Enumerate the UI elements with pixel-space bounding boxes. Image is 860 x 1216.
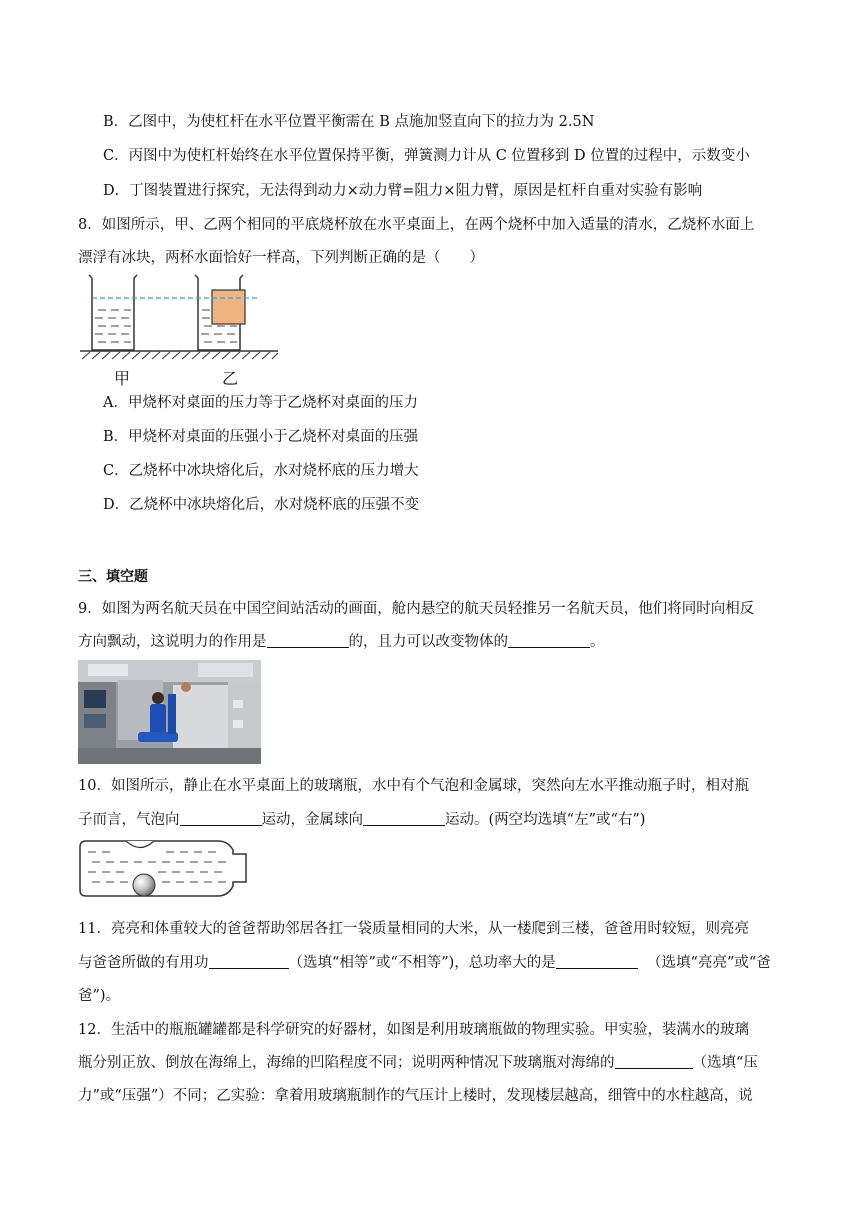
- q8-option-b: B．甲烧杯对桌面的压强小于乙烧杯对桌面的压强: [103, 429, 419, 445]
- q9-blank-2[interactable]: [508, 632, 590, 648]
- q7-option-d: D．丁图装置进行探究，无法得到动力×动力臂=阻力×阻力臂，原因是杠杆自重对实验有影响: [103, 183, 703, 199]
- q10-stem-line2: [78, 810, 645, 830]
- q9-text-a: 方向飘动，这说明力的作用是: [78, 634, 267, 650]
- q12-text-b: （选填“压: [692, 1055, 758, 1071]
- q10-blank-2[interactable]: [363, 810, 445, 826]
- q10-stem-line1: 10．如图所示，静止在水平桌面上的玻璃瓶，水中有个气泡和金属球，突然向左水平推动瓶子时，相对瓶: [78, 778, 749, 794]
- q10-text-c: 运动。(两空均选填“左”或“右”): [445, 812, 646, 828]
- q10-blank-1[interactable]: [180, 810, 262, 826]
- q11-text-b: （选填“相等”或“不相等”)，总功率大的是: [288, 955, 556, 971]
- q8-option-a: A．甲烧杯对桌面的压力等于乙烧杯对桌面的压力: [103, 395, 418, 411]
- q11-stem-line2: [78, 953, 771, 973]
- q9-text-b: 的，且力可以改变物体的: [348, 634, 508, 650]
- section-title: 三、填空题: [78, 569, 148, 585]
- q11-text-a: 与爸爸所做的有用功: [78, 955, 209, 971]
- beaker-label-jia: 甲: [114, 369, 131, 388]
- q12-stem-line1: 12．生活中的瓶瓶罐罐都是科学研究的好器材，如图是利用玻璃瓶做的物理实验。甲实验，装满水的玻璃: [78, 1022, 749, 1038]
- q11-stem-line1: 11．亮亮和体重较大的爸爸帮助邻居各扛一袋质量相同的大米，从一楼爬到三楼，爸爸用时较短，则亮亮: [78, 921, 749, 937]
- q7-option-b: B．乙图中，为使杠杆在水平位置平衡需在 B 点施加竖直向下的拉力为 2.5N: [103, 114, 595, 130]
- q12-blank-1[interactable]: [615, 1053, 693, 1069]
- bottle-figure: [78, 838, 253, 900]
- q8-option-d: D．乙烧杯中冰块熔化后，水对烧杯底的压强不变: [103, 497, 420, 513]
- beakers-figure: [78, 272, 283, 387]
- q9-text-c: 。: [590, 634, 605, 650]
- q11-text-c: （选填“亮亮”或“爸: [647, 955, 771, 971]
- q10-text-b: 运动，金属球向: [261, 812, 363, 828]
- q11-blank-1[interactable]: [209, 953, 289, 969]
- metal-ball: [133, 874, 155, 896]
- q9-blank-1[interactable]: [267, 632, 349, 648]
- beaker-yi: [195, 275, 245, 350]
- q7-option-c: C．丙图中为使杠杆始终在水平位置保持平衡，弹簧测力计从 C 位置移到 D 位置的过程中，示数变小: [103, 148, 750, 164]
- q12-stem-line2: [78, 1053, 758, 1073]
- q8-stem-line1: 8．如图所示，甲、乙两个相同的平底烧杯放在水平桌面上，在两个烧杯中加入适量的清水，乙烧杯水面上: [78, 217, 755, 233]
- q12-stem-line3: 力”或“压强”）不同；乙实验：拿着用玻璃瓶制作的气压计上楼时，发现楼层越高，细管中的水柱越高，说: [78, 1088, 753, 1104]
- q9-stem-line2: [78, 632, 605, 652]
- ice-block: [212, 290, 245, 324]
- q9-stem-line1: 9．如图为两名航天员在中国空间站活动的画面，舱内悬空的航天员轻推另一名航天员，他们将同时向相反: [78, 601, 755, 617]
- space-station-photo: [78, 660, 261, 764]
- q12-text-a: 瓶分别正放、倒放在海绵上，海绵的凹陷程度不同；说明两种情况下玻璃瓶对海绵的: [78, 1055, 615, 1071]
- q11-blank-2[interactable]: [556, 953, 638, 969]
- q11-stem-line3: 爸”)。: [78, 988, 121, 1004]
- q10-text-a: 子而言，气泡向: [78, 812, 180, 828]
- q8-stem-line2: 漂浮有冰块，两杯水面恰好一样高，下列判断正确的是（ ）: [78, 250, 484, 266]
- beaker-jia: [89, 275, 137, 350]
- beaker-label-yi: 乙: [222, 369, 239, 388]
- q8-option-c: C．乙烧杯中冰块熔化后，水对烧杯底的压力增大: [103, 463, 419, 479]
